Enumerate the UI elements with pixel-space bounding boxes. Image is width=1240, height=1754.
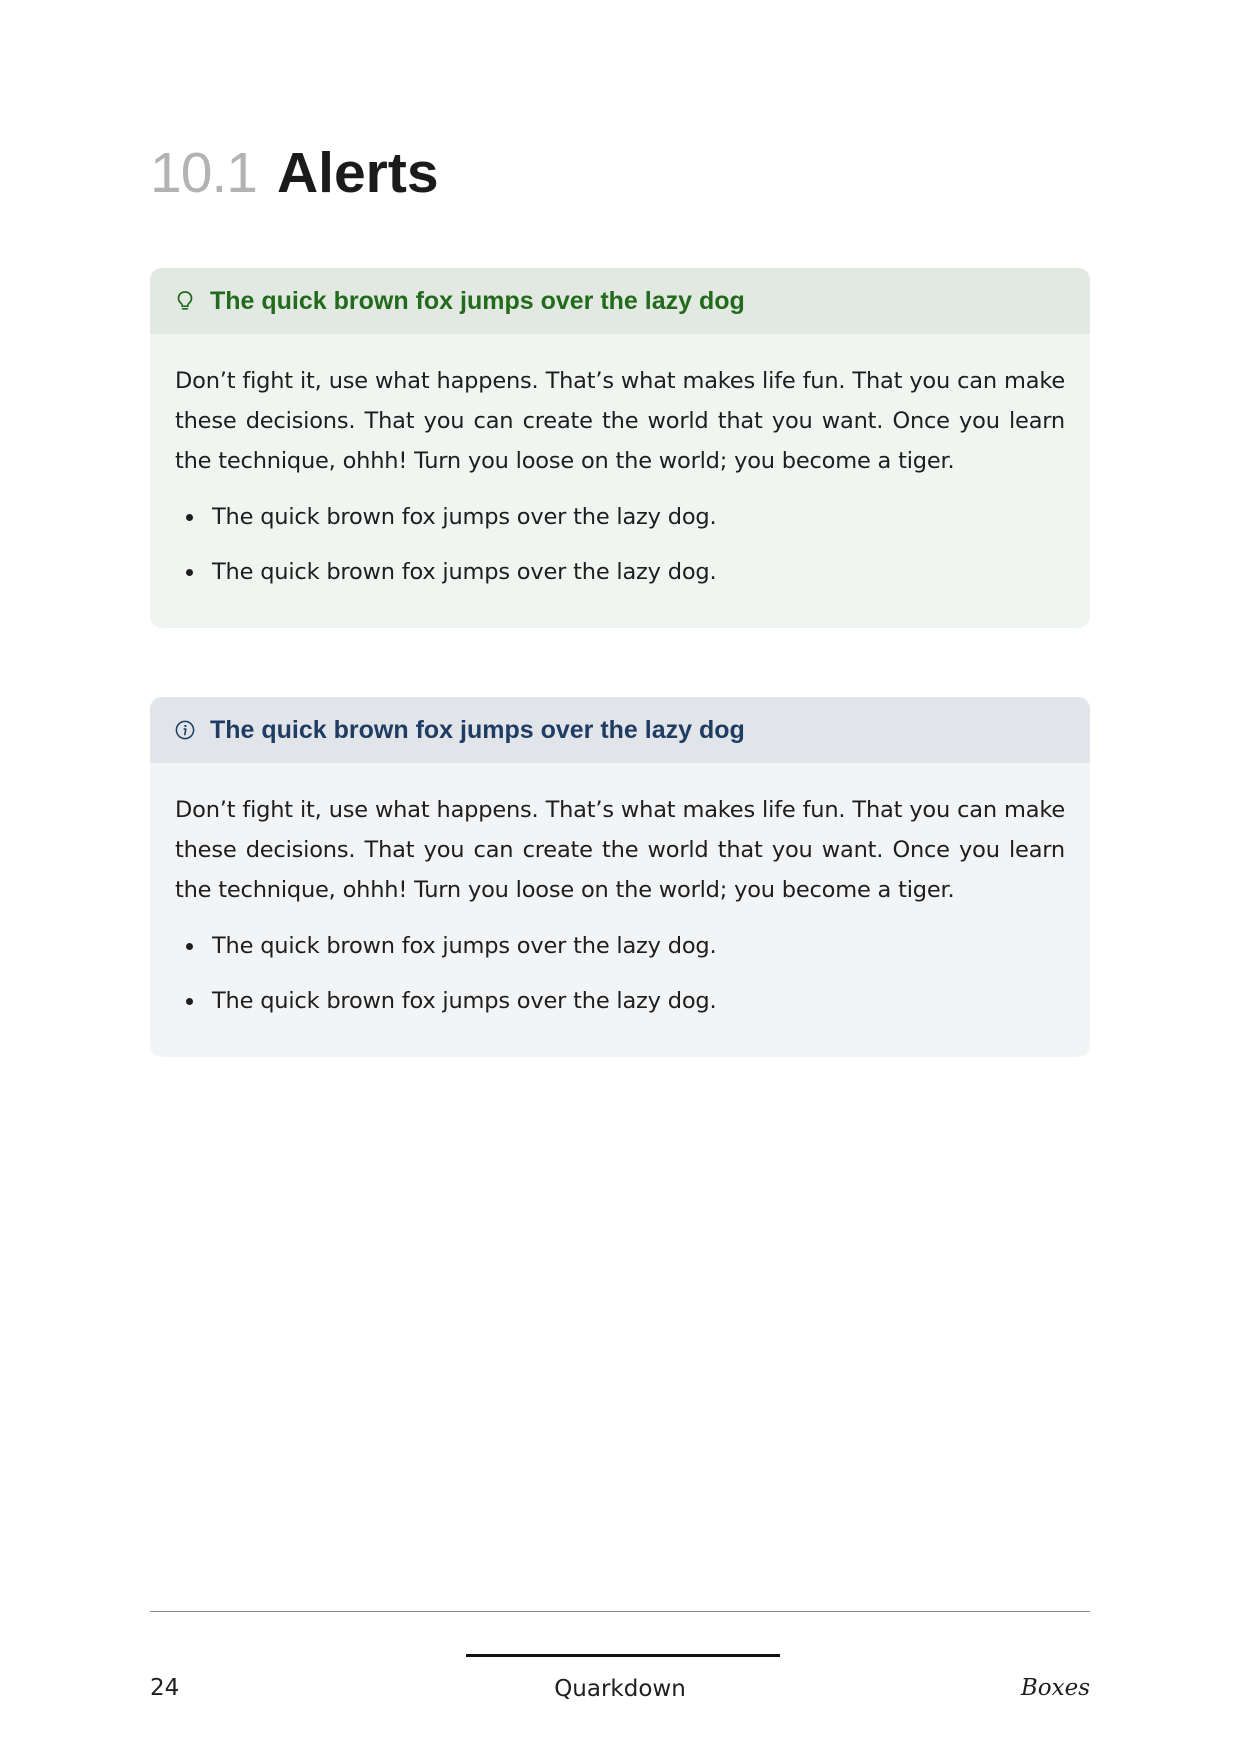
tip-alert (150, 268, 1090, 628)
tip-alert-list (175, 497, 1065, 592)
footer-page-number: 24 (150, 1675, 180, 1701)
list-item (175, 981, 1065, 1021)
note-alert-header (150, 697, 1090, 763)
bullet-icon (186, 943, 193, 950)
tip-alert-paragraph: Don’t fight it, use what happens. That’s what makes life fun. That you can make these decisions. That you can create the world that you want. Once you learn the technique, ohhh! Turn you loose on the world; you become a tiger. (175, 368, 1065, 474)
bullet-icon (186, 514, 193, 521)
lightbulb-icon (175, 291, 195, 311)
list-item-text: The quick brown fox jumps over the lazy dog. (212, 933, 717, 959)
list-item-text: The quick brown fox jumps over the lazy dog. (212, 988, 717, 1014)
tip-alert-body (150, 361, 1090, 592)
note-alert (150, 697, 1090, 1057)
bullet-icon (186, 998, 193, 1005)
section-heading (150, 138, 439, 208)
footer-document-title: Quarkdown (554, 1676, 686, 1702)
list-item (175, 552, 1065, 592)
document-page (150, 0, 1090, 1754)
tip-alert-header (150, 268, 1090, 334)
note-alert-list (175, 926, 1065, 1021)
list-item-text: The quick brown fox jumps over the lazy dog. (212, 559, 717, 585)
footer-chapter-title: Boxes (1020, 1675, 1090, 1701)
list-item-text: The quick brown fox jumps over the lazy dog. (212, 504, 717, 530)
footer-divider (150, 1611, 1090, 1612)
note-alert-title: The quick brown fox jumps over the lazy dog (210, 716, 745, 744)
list-item (175, 497, 1065, 537)
note-alert-paragraph: Don’t fight it, use what happens. That’s what makes life fun. That you can make these decisions. That you can create the world that you want. Once you learn the technique, ohhh! Turn you loose on the world; you become a tiger. (175, 797, 1065, 903)
list-item (175, 926, 1065, 966)
section-number: 10.1 (150, 141, 257, 205)
footer-center-bar (466, 1654, 780, 1657)
info-icon (175, 720, 195, 740)
tip-alert-title: The quick brown fox jumps over the lazy dog (210, 287, 745, 315)
bullet-icon (186, 569, 193, 576)
note-alert-body (150, 790, 1090, 1021)
section-title: Alerts (276, 141, 439, 205)
